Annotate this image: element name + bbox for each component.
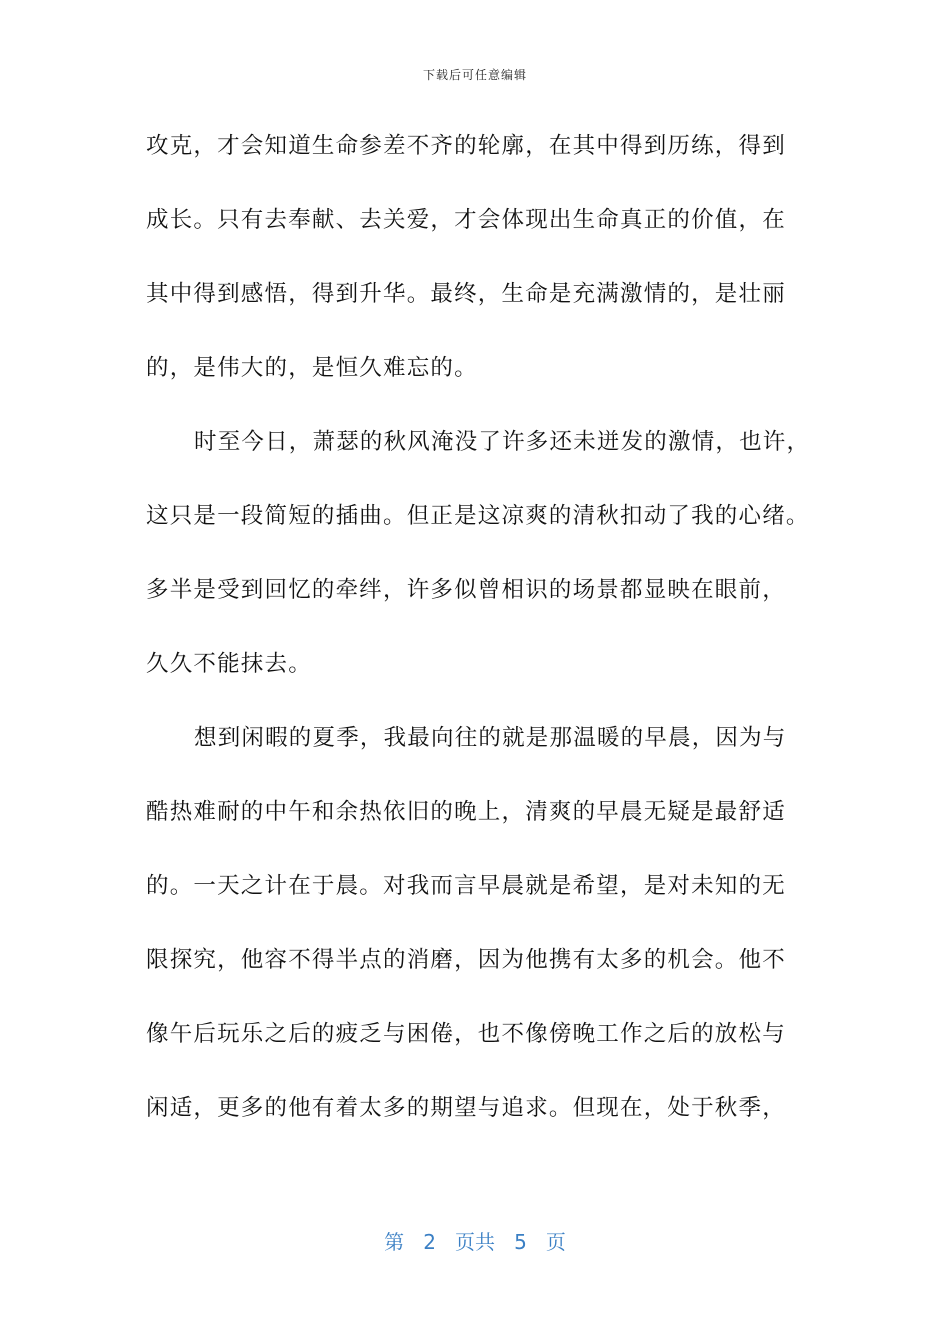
footer-suffix: 页 [545,1230,566,1254]
paragraph-3-line-1: 想到闲暇的夏季，我最向往的就是那温暖的早晨，因为与 [194,725,787,751]
footer-prefix: 第 [384,1230,405,1254]
paragraph-3-line-4: 限探究，他容不得半点的消磨，因为他携有太多的机会。他不 [146,947,786,973]
paragraph-1-line-4: 的，是伟大的，是恒久难忘的。 [146,355,478,381]
paragraph-3-line-6: 闲适，更多的他有着太多的期望与追求。但现在，处于秋季， [146,1095,786,1121]
paragraph-3-line-5: 像午后玩乐之后的疲乏与困倦，也不像傍晚工作之后的放松与 [146,1021,786,1047]
paragraph-2-line-3: 多半是受到回忆的牵绊，许多似曾相识的场景都显映在眼前， [146,577,786,603]
footer-middle: 页共 [455,1230,495,1254]
paragraph-1-line-2: 成长。只有去奉献、去关爱，才会体现出生命真正的价值，在 [146,207,786,233]
footer-page-number: 2 [423,1230,436,1254]
page-footer [0,1226,950,1255]
footer-total-pages: 5 [514,1230,527,1254]
paragraph-2-line-2: 这只是一段简短的插曲。但正是这凉爽的清秋扣动了我的心绪。 [146,503,810,529]
paragraph-3-line-3: 的。一天之计在于晨。对我而言早晨就是希望，是对未知的无 [146,873,786,899]
paragraph-2-line-4: 久久不能抹去。 [146,651,312,677]
page-header: 下载后可任意编辑 [422,68,527,82]
document-body [146,124,811,1160]
paragraph-1-line-1: 攻克，才会知道生命参差不齐的轮廓，在其中得到历练，得到 [146,133,786,159]
paragraph-1-line-3: 其中得到感悟，得到升华。最终，生命是充满激情的，是壮丽 [146,281,786,307]
paragraph-3-line-2: 酷热难耐的中午和余热依旧的晚上，清爽的早晨无疑是最舒适 [146,799,786,825]
paragraph-2-line-1: 时至今日，萧瑟的秋风淹没了许多还未迸发的激情，也许， [194,429,811,455]
